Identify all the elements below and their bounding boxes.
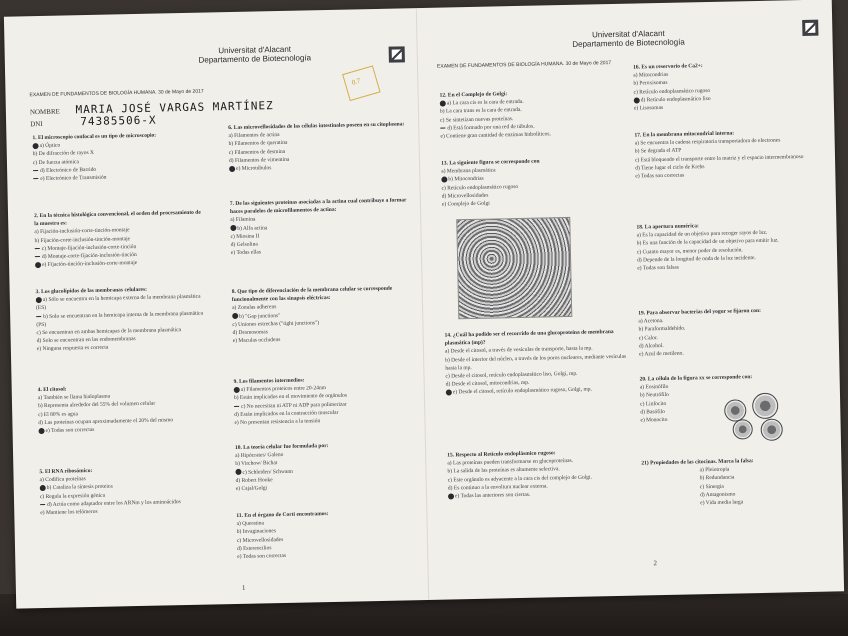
answer-option[interactable]: e) Todas ellas <box>230 249 262 257</box>
answer-option[interactable]: e) Electrónico de Transmisión <box>33 172 203 184</box>
answer-option[interactable]: a) Las proteínas pueden transformarse en glucoproteínas. <box>447 458 574 467</box>
answer-option[interactable]: a) Codifica proteínas <box>39 476 86 484</box>
question-16 <box>633 60 820 113</box>
exam-title: EXAMEN DE FUNDAMENTOS DE BIOLOGÍA HUMANA. 30 de Mayo de 2017 <box>29 88 204 99</box>
university-name: Universitat d'Alacant <box>218 44 292 56</box>
question-15 <box>447 448 634 501</box>
question-12 <box>440 88 627 141</box>
answer-option[interactable]: d) Están implicados en la contracción muscular <box>234 409 339 418</box>
question-7 <box>230 196 409 257</box>
answer-option[interactable]: a) Filamina <box>230 216 256 224</box>
question-title: 20. La célula de la figura xx se corresponde con: <box>639 374 753 383</box>
answer-option[interactable]: e) No presentan resistencia a la tensión <box>234 418 321 427</box>
cell-image <box>760 419 782 441</box>
question-title: 7. De las siguientes proteínas asociadas a la actina cual contribuye a formar haces paralelos de microfilamentos de actina: <box>229 197 407 216</box>
answer-option[interactable]: e) Cajal/Golgi <box>235 485 268 492</box>
answer-option[interactable]: b) Cataliza la síntesis proteica <box>40 481 216 493</box>
answer-option[interactable]: a) Filamentos de actina <box>228 132 280 140</box>
answer-option[interactable]: e) Todas son correctas <box>38 423 214 435</box>
department-name: Departamento de Biotecnología <box>198 53 312 65</box>
answer-option[interactable]: e) Complejo de Golgi <box>441 200 490 208</box>
answer-option[interactable]: c) Sinergia <box>699 483 724 490</box>
question-title: 11. En el órgano de Corti encontramos: <box>236 511 329 519</box>
answer-option[interactable]: c) Filamentos de desmina <box>228 148 286 156</box>
selected-mark-icon <box>33 143 39 149</box>
name-value: MARIA JOSÉ VARGAS MARTÍNEZ <box>75 99 274 117</box>
department-name: Departamento de Biotecnología <box>572 37 685 49</box>
question-9 <box>234 374 413 427</box>
answer-option[interactable]: c) No necesitan ni ATP ni ADP para polimerizar <box>234 399 412 411</box>
answer-option[interactable]: d) Electrónico de Barrido <box>33 163 203 175</box>
answer-option[interactable]: e) Todas son correctas <box>237 552 287 560</box>
answer-option[interactable]: d) Gelsolina <box>230 241 258 249</box>
answer-option[interactable]: b) Invaginaciones <box>236 528 277 536</box>
answer-option[interactable]: b) Redundancia <box>699 474 735 482</box>
strike-mark-icon <box>234 406 239 407</box>
answer-option[interactable]: b) La salida de las proteínas es altamente selectiva. <box>447 466 560 475</box>
question-17 <box>634 128 821 181</box>
answer-option[interactable]: e) Ninguna respuesta es correcta <box>36 345 109 353</box>
answer-option[interactable]: c) Retículo endoplasmático rugoso <box>633 87 711 96</box>
university-name: Universitat d'Alacant <box>591 28 665 40</box>
selected-mark-icon <box>39 428 45 434</box>
exam-page-1 <box>4 8 426 608</box>
answer-option[interactable]: a) Membrana plasmática <box>441 167 496 175</box>
answer-option[interactable]: e) Todas las anteriores son ciertas. <box>448 489 634 501</box>
answer-option[interactable]: e) Fijación-tinción-inclusión-corte-montaje <box>35 258 205 270</box>
answer-option[interactable]: e) Monocito <box>640 416 668 424</box>
strike-mark-icon <box>440 128 445 129</box>
question-6 <box>228 120 407 173</box>
name-label: NOMBRE <box>29 107 60 117</box>
answer-option[interactable]: c) Schleiden/ Schwann <box>235 465 413 477</box>
cell-image <box>732 419 752 439</box>
strike-mark-icon <box>36 316 41 317</box>
exam-page-2 <box>418 0 840 600</box>
dni-label: DNI <box>30 119 43 129</box>
dni-row <box>30 114 157 130</box>
selected-mark-icon <box>634 97 640 103</box>
answer-option[interactable]: d) Robert Hooke <box>235 477 273 484</box>
question-8 <box>232 284 411 345</box>
question-11 <box>236 508 415 561</box>
answer-option[interactable]: d) Microvellosidades <box>441 192 489 200</box>
answer-option[interactable]: c) Montaje-fijación-inclusión-corte-tinción <box>35 241 205 253</box>
university-logo-icon <box>802 20 818 36</box>
question-title: 6. Las microvellosidades de las células intestinales poseen en su citoplasma: <box>228 121 405 132</box>
answer-option[interactable]: e) Maculas occludens <box>232 337 281 345</box>
answer-option[interactable]: d) Montaje-corte-fijación-inclusión-tinción <box>35 250 205 262</box>
selected-mark-icon <box>441 177 447 183</box>
question-title: 10. La teoría celular fue formulada por: <box>234 443 329 451</box>
answer-option[interactable]: e) Todas son correctas <box>635 172 685 180</box>
answer-option[interactable]: d) Las proteínas ocupan aproximadamente el 20% del mismo <box>38 417 174 426</box>
question-title: 4. El citosol: <box>37 386 67 394</box>
exam-sheet <box>4 0 844 609</box>
university-logo-icon <box>389 46 405 62</box>
answer-option[interactable]: d) Antagonismo <box>699 491 736 499</box>
university-header <box>528 28 728 50</box>
strike-mark-icon <box>35 248 40 249</box>
selected-mark-icon <box>40 485 46 491</box>
question-title: 2. En la técnica histológica convencional, el orden del procesamiento de la muestra es: <box>34 209 201 228</box>
answer-option[interactable]: d) Depende de la longitud de onda de la luz incidente. <box>637 254 756 264</box>
question-title: 12. En el Complejo de Golgi: <box>439 91 508 99</box>
answer-option[interactable]: b) Filamentos de queratina <box>228 140 288 148</box>
question-title: 21) Propiedades de las citocinas. Marca la falsa: <box>641 458 754 467</box>
question-title: 19. Para observar bacterias del yogur se fijaron con: <box>638 307 761 317</box>
question-13 <box>441 156 628 209</box>
answer-option[interactable]: a) Hipócrates/ Galeno <box>235 452 284 460</box>
cell-image <box>752 393 779 420</box>
question-1 <box>32 131 203 184</box>
answer-option[interactable]: c) Cuanto mayor es, menor poder de resolución. <box>636 246 743 256</box>
question-title: 5. El RNA ribosómico: <box>39 467 93 476</box>
strike-mark-icon <box>35 256 40 257</box>
answer-option[interactable]: d) Basófilo <box>640 408 665 416</box>
answer-option[interactable]: d) Tiene lugar el ciclo de Krebs <box>635 163 705 172</box>
answer-option[interactable]: d) Alcohol. <box>638 342 664 350</box>
answer-option[interactable]: d) Solo se encuentran en las endomembranas <box>36 336 136 345</box>
answer-option[interactable]: b) Están implicados en el movimiento de orgánulos <box>233 393 348 402</box>
selected-mark-icon <box>229 166 235 172</box>
answer-option[interactable]: b) Neutrófilo <box>639 392 669 399</box>
grade-stamp <box>342 65 381 101</box>
answer-option[interactable]: b) Solo se encuentran en la hemicapa interna de la membrana plasmática (PS) <box>36 310 204 328</box>
answer-option[interactable]: b) De difracción de rayos X <box>32 150 95 158</box>
page-number: 2 <box>653 559 658 568</box>
answer-option[interactable]: b) Representa alrededor del 55% del volumen celular <box>37 401 156 410</box>
answer-option[interactable]: b) La cara trans es la cara de entrada. <box>439 107 522 116</box>
answer-option[interactable]: a) También se llama hialoplasma <box>37 393 111 402</box>
selected-mark-icon <box>230 225 236 231</box>
answer-option[interactable]: d) Desde el citosol, mitocondrias, mp. <box>445 380 530 388</box>
answer-option[interactable]: c) Calor. <box>638 334 658 342</box>
selected-mark-icon <box>36 297 42 303</box>
question-title: 15. Respecto al Retículo endoplásmico rugoso: <box>447 450 556 459</box>
strike-mark-icon <box>33 178 38 179</box>
answer-option[interactable]: a) Es la capacidad de un objetivo para recoger rayos de luz. <box>636 229 768 239</box>
answer-option[interactable]: e) Lisosomas <box>633 104 664 112</box>
answer-option[interactable]: e) Contiene gran cantidad de enzimas hidrolíticos. <box>440 131 551 140</box>
question-title: 1. El microscopio confocal es un tipo de microscopio: <box>32 132 157 142</box>
answer-option[interactable]: c) Uniones estrechas ("tight junctions") <box>232 320 320 328</box>
question-10 <box>235 440 414 493</box>
selected-mark-icon <box>235 469 241 475</box>
answer-option[interactable]: e) Vida media larga <box>700 499 744 507</box>
answer-option[interactable]: c) Miosina II <box>230 233 260 240</box>
question-title: 3. Los glucolípidos de las membranas celulares: <box>35 286 147 296</box>
strike-mark-icon <box>33 170 38 171</box>
answer-option[interactable]: b) Virchow/ Bichat <box>235 460 278 468</box>
question-title: 8. Que tipo de diferenciación de la membrana celular se corresponde funcionalmente con las sinapsis eléctricas: <box>231 285 393 304</box>
answer-option[interactable]: e) Azul de metileno. <box>639 350 684 358</box>
exam-title: EXAMEN DE FUNDAMENTOS DE BIOLOGÍA HUMANA. 30 de Mayo de 2017 <box>436 60 612 70</box>
answer-option[interactable]: d) Desmosomas <box>232 329 268 337</box>
question-title: 18. La apertura numérica: <box>636 223 699 231</box>
answer-option[interactable]: c) Se sintetizan nuevas proteínas. <box>440 115 514 124</box>
question-title: 9. Los filamentos intermedios: <box>233 377 305 386</box>
question-5 <box>39 464 216 517</box>
answer-option[interactable]: a) Pleiotropía <box>699 466 730 474</box>
answer-option[interactable]: b) Peroxisomas <box>633 80 668 87</box>
answer-option[interactable]: d) Está formado por una red de túbulos. <box>440 121 626 133</box>
answer-option[interactable]: b) Fijación-corte-inclusión-tinción-montaje <box>34 235 131 244</box>
answer-option[interactable]: a) Fijación-inclusión-corte-tinción-montaje <box>34 227 130 236</box>
blood-cell-figure <box>698 392 799 442</box>
answer-option[interactable]: a) Eosinófilo <box>639 384 669 391</box>
answer-option[interactable]: b) "Gap junctions" <box>232 309 410 321</box>
answer-option[interactable]: d) Estereocilios <box>237 545 272 552</box>
strike-mark-icon <box>40 504 45 505</box>
answer-option[interactable]: a) Sólo se encuentra en la hemicapa externa de la membrana plasmática (ES) <box>35 293 201 312</box>
answer-option[interactable]: b) Mitocondrias <box>441 172 627 184</box>
answer-option[interactable]: a) Mitocondrias <box>633 72 669 79</box>
answer-option[interactable]: e) Todas son falsas <box>637 264 679 272</box>
answer-option[interactable]: c) Está bloqueado el transporte entre la matriz y el espacio intermembranoso <box>634 153 804 164</box>
answer-option[interactable]: a) Acetona. <box>638 318 664 325</box>
grade-stamp-text: 0.7 <box>350 76 362 87</box>
page-number: 1 <box>241 583 246 592</box>
answer-option[interactable]: c) Este orgánulo es adyacente a la cara cis del complejo de Golgi. <box>447 474 592 484</box>
answer-option[interactable]: a) Desde el citosol, a través de vesículas de transporte, hasta la mp. <box>444 345 593 355</box>
answer-option[interactable]: a) Filamentos proteicos entre 20-24nm <box>234 382 412 394</box>
answer-option[interactable]: d) Actúa como adaptador entre los ARNm y los aminoácidos <box>40 497 216 509</box>
answer-option[interactable]: a) La cara cis es la cara de entrada. <box>440 96 626 108</box>
answer-option[interactable]: c) Retículo endoplasmático rugoso <box>441 183 519 192</box>
selected-mark-icon <box>232 313 238 319</box>
answer-option[interactable]: d) Es continuo a la envoltura nuclear externa. <box>447 483 548 492</box>
answer-option[interactable]: d) Retículo endoplasmático liso <box>634 92 820 104</box>
answer-option[interactable]: a) Queratina <box>236 520 264 528</box>
answer-option[interactable]: d) Filamentos de vimentina <box>228 156 290 164</box>
answer-option[interactable]: b) Paraformaldehído. <box>638 325 686 333</box>
question-2 <box>34 209 205 270</box>
answer-option[interactable]: b) Alfa actina <box>230 221 408 233</box>
question-title: 13. La siguiente figura se corresponde con <box>441 158 540 167</box>
answer-option[interactable]: e) Mantiene los telómeros <box>40 508 98 517</box>
answer-option[interactable]: c) El 80% es agua <box>38 410 79 418</box>
answer-option[interactable]: e) Microtúbulos <box>229 161 407 173</box>
selected-mark-icon <box>448 493 454 499</box>
answer-option[interactable]: c) Linfocito <box>640 400 667 408</box>
question-19 <box>638 306 825 359</box>
micrograph-figure <box>456 217 572 319</box>
question-title: 14. ¿Cuál ha podido ser el recorrido de una glucoproteína de membrana plasmática (mp)? <box>444 329 614 347</box>
question-14 <box>445 328 632 398</box>
dni-value: 74385506-X <box>80 113 157 129</box>
answer-option[interactable]: c) Desde el citosol, retículo endoplasmático liso, Golgi, mp. <box>445 370 578 380</box>
answer-option[interactable]: b) Desde el interior del núcleo, a través de los poros nucleares, mediante vesículas hasta la mp. <box>445 353 627 372</box>
answer-option[interactable]: a) Se encuentra la cadena respiratoria transportadora de electrones <box>634 137 781 147</box>
answer-option[interactable]: a) Zonulas adherens <box>231 304 277 312</box>
university-header <box>155 43 355 65</box>
question-18 <box>636 220 823 273</box>
selected-mark-icon <box>440 100 446 106</box>
answer-option[interactable]: c) De fuerza atómica <box>32 158 79 166</box>
question-title: 17. En la membrana mitocondrial interna: <box>634 130 735 139</box>
selected-mark-icon <box>234 387 240 393</box>
answer-option[interactable]: c) Se encuentran en ambas hemicapas de la membrana plasmática <box>36 327 182 337</box>
question-3 <box>36 285 207 354</box>
question-21 <box>641 456 828 509</box>
answer-option[interactable]: c) Regula la expresión génica <box>39 492 106 500</box>
answer-option[interactable]: a) Óptico <box>33 139 203 151</box>
answer-option[interactable]: e) Desde el citosol, retículo endoplasmático rugoso, Golgi, mp. <box>446 385 632 397</box>
selected-mark-icon <box>35 262 41 268</box>
question-title: 16. Es un reservorio de Ca2+: <box>633 63 703 71</box>
question-4 <box>38 382 215 435</box>
answer-option[interactable]: c) Microvellosidades <box>236 536 284 544</box>
answer-option[interactable]: b) Se degrada el ATP <box>634 147 682 155</box>
answer-option[interactable]: b) Es una función de la capacidad de un objetivo para emitir luz. <box>636 237 779 247</box>
selected-mark-icon <box>446 390 452 396</box>
